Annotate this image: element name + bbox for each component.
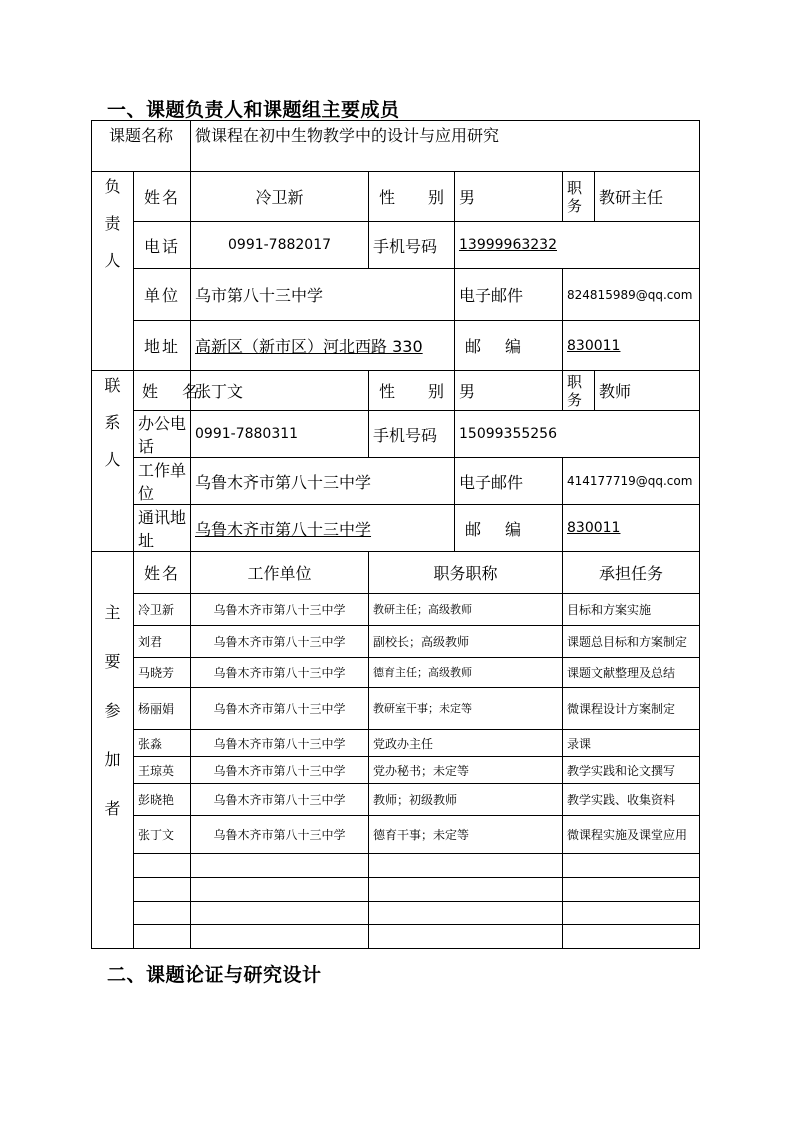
contact-name-value: 张丁文 <box>191 371 369 411</box>
member-unit: 乌鲁木齐市第八十三中学 <box>191 816 369 854</box>
contact-unit-label: 工作单位 <box>134 458 191 505</box>
contact-address-value: 乌鲁木齐市第八十三中学 <box>191 505 455 552</box>
topic-row <box>92 121 700 172</box>
member-name: 彭晓艳 <box>134 784 191 816</box>
member-row <box>92 594 700 626</box>
member-unit: 乌鲁木齐市第八十三中学 <box>191 658 369 688</box>
contact-office-phone-value: 0991-7880311 <box>191 411 369 458</box>
member-name: 刘君 <box>134 626 191 658</box>
member-name: 张丁文 <box>134 816 191 854</box>
leader-group-label: 负 责 人 <box>92 172 134 371</box>
leader-mobile-label: 手机号码 <box>369 222 455 269</box>
member-unit: 乌鲁木齐市第八十三中学 <box>191 784 369 816</box>
contact-duty-value: 教师 <box>595 371 700 411</box>
member-row <box>92 626 700 658</box>
contact-email-label: 电子邮件 <box>455 458 563 505</box>
member-row-empty <box>92 878 700 902</box>
member-unit: 乌鲁木齐市第八十三中学 <box>191 594 369 626</box>
contact-gender-label: 性 别 <box>369 371 455 411</box>
member-row-empty <box>92 902 700 925</box>
leader-name-label: 姓 名 <box>134 172 191 222</box>
member-unit: 乌鲁木齐市第八十三中学 <box>191 688 369 730</box>
contact-mobile-value: 15099355256 <box>455 411 700 458</box>
member-title: 党政办主任 <box>369 730 563 757</box>
member-unit: 乌鲁木齐市第八十三中学 <box>191 730 369 757</box>
member-task: 微课程实施及课堂应用 <box>563 816 700 854</box>
contact-postcode-value: 830011 <box>563 505 700 552</box>
member-name: 马晓芳 <box>134 658 191 688</box>
contact-office-phone-label: 办公电话 <box>134 411 191 458</box>
members-header-name: 姓 名 <box>134 552 191 594</box>
contact-row-address <box>92 505 700 552</box>
member-name: 杨丽娟 <box>134 688 191 730</box>
leader-mobile-value: 13999963232 <box>455 222 700 269</box>
member-unit: 乌鲁木齐市第八十三中学 <box>191 757 369 784</box>
contact-mobile-label: 手机号码 <box>369 411 455 458</box>
section-heading-research-design: 二、课题论证与研究设计 <box>107 964 322 986</box>
contact-email-value: 414177719@qq.com <box>563 458 700 505</box>
member-row-empty <box>92 925 700 949</box>
leader-row-unit <box>92 269 700 321</box>
member-name: 冷卫新 <box>134 594 191 626</box>
leader-duty-value: 教研主任 <box>595 172 700 222</box>
member-row <box>92 816 700 854</box>
member-row <box>92 730 700 757</box>
contact-duty-label: 职 务 <box>563 371 595 411</box>
member-task: 课题文献整理及总结 <box>563 658 700 688</box>
leader-postcode-label: 邮 编 <box>455 321 563 371</box>
leader-phone-value: 0991-7882017 <box>191 222 369 269</box>
members-group-label: 主 要 参 加 者 <box>92 552 134 949</box>
member-task: 目标和方案实施 <box>563 594 700 626</box>
contact-row-unit <box>92 458 700 505</box>
leader-postcode-value: 830011 <box>563 321 700 371</box>
member-title: 德育主任；高级教师 <box>369 658 563 688</box>
contact-group-label: 联 系 人 <box>92 371 134 552</box>
member-title: 教师；初级教师 <box>369 784 563 816</box>
contact-unit-value: 乌鲁木齐市第八十三中学 <box>191 458 455 505</box>
leader-duty-label: 职 务 <box>563 172 595 222</box>
member-row <box>92 658 700 688</box>
member-row-empty <box>92 854 700 878</box>
member-title: 教研室干事；未定等 <box>369 688 563 730</box>
leader-row-address <box>92 321 700 371</box>
member-name: 王琼英 <box>134 757 191 784</box>
member-row <box>92 784 700 816</box>
topic-label: 课题名称 <box>92 121 191 172</box>
member-unit: 乌鲁木齐市第八十三中学 <box>191 626 369 658</box>
contact-gender-value: 男 <box>455 371 563 411</box>
leader-gender-label: 性 别 <box>369 172 455 222</box>
leader-unit-value: 乌市第八十三中学 <box>191 269 455 321</box>
member-task: 教学实践和论文撰写 <box>563 757 700 784</box>
member-task: 微课程设计方案制定 <box>563 688 700 730</box>
section-heading-members: 一、课题负责人和课题组主要成员 <box>107 99 400 121</box>
member-row <box>92 757 700 784</box>
contact-row-name <box>92 371 700 411</box>
topic-value: 微课程在初中生物教学中的设计与应用研究 <box>191 121 700 172</box>
member-title: 党办秘书；未定等 <box>369 757 563 784</box>
member-task: 课题总目标和方案制定 <box>563 626 700 658</box>
leader-unit-label: 单 位 <box>134 269 191 321</box>
member-title: 德育干事；未定等 <box>369 816 563 854</box>
contact-postcode-label: 邮 编 <box>455 505 563 552</box>
leader-address-value: 高新区（新市区）河北西路 330 <box>191 321 455 371</box>
leader-address-label: 地 址 <box>134 321 191 371</box>
members-header-task: 承担任务 <box>563 552 700 594</box>
members-form-table <box>91 120 700 949</box>
leader-phone-label: 电 话 <box>134 222 191 269</box>
member-row <box>92 688 700 730</box>
member-title: 教研主任；高级教师 <box>369 594 563 626</box>
leader-row-name <box>92 172 700 222</box>
leader-gender-value: 男 <box>455 172 563 222</box>
members-header-unit: 工作单位 <box>191 552 369 594</box>
member-title: 副校长；高级教师 <box>369 626 563 658</box>
member-task: 录课 <box>563 730 700 757</box>
leader-row-phone <box>92 222 700 269</box>
leader-email-label: 电子邮件 <box>455 269 563 321</box>
contact-row-phone <box>92 411 700 458</box>
member-task: 教学实践、收集资料 <box>563 784 700 816</box>
leader-email-value: 824815989@qq.com <box>563 269 700 321</box>
leader-name-value: 冷卫新 <box>191 172 369 222</box>
members-header-title: 职务职称 <box>369 552 563 594</box>
contact-name-label: 姓 名 <box>134 371 191 411</box>
member-name: 张淼 <box>134 730 191 757</box>
contact-address-label: 通讯地址 <box>134 505 191 552</box>
members-header-row <box>92 552 700 594</box>
